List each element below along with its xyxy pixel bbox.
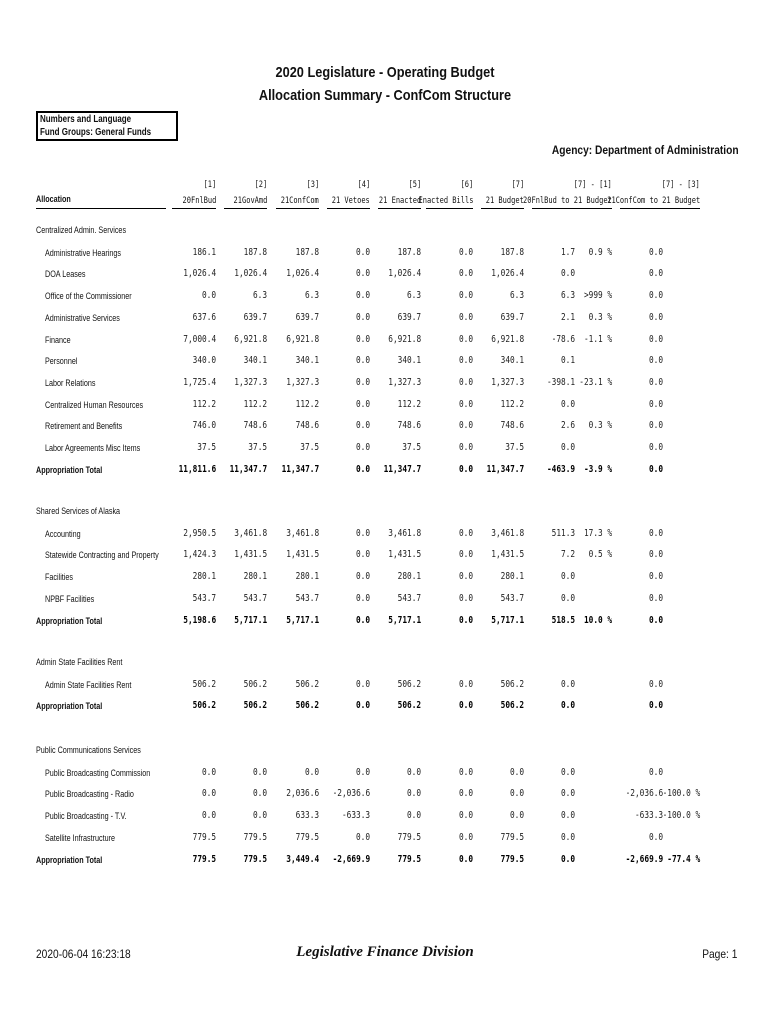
- table-cell: 112.2: [397, 398, 421, 410]
- table-cell: 0.0: [458, 290, 473, 302]
- table-cell: 0.0: [355, 290, 370, 302]
- table-cell: 0.0: [458, 527, 473, 539]
- table-cell: 280.1: [295, 571, 319, 583]
- table-cell: 340.1: [243, 355, 267, 367]
- table-cell: 0.0: [458, 592, 473, 604]
- table-cell: 0.0: [560, 592, 575, 604]
- table-cell: 1,431.5: [491, 549, 524, 561]
- table-cell: 1,327.3: [234, 376, 267, 388]
- table-cell: 779.5: [192, 831, 216, 843]
- table-cell: 0.0: [355, 376, 370, 388]
- section-heading: Public Communications Services: [36, 745, 141, 755]
- agency-label: Agency: Department of Administration: [552, 143, 739, 157]
- table-row-label: Labor Relations: [45, 377, 96, 388]
- table-cell: 0.0: [648, 700, 663, 712]
- table-cell: 6,921.8: [388, 333, 421, 345]
- appropriation-total-label: Appropriation Total: [36, 701, 103, 712]
- table-cell: 0.0: [201, 290, 216, 302]
- table-cell: 0.3 %: [588, 420, 612, 432]
- table-row-label: Accounting: [45, 528, 81, 539]
- table-cell: 0.0: [648, 246, 663, 258]
- table-cell: 7,000.4: [183, 333, 216, 345]
- table-row-label: DOA Leases: [45, 269, 86, 280]
- table-cell: 0.0: [458, 678, 473, 690]
- table-cell: 6.3: [406, 290, 421, 302]
- column-header-index: [4]: [357, 180, 370, 190]
- table-cell: 0.0: [560, 766, 575, 778]
- table-cell: -77.4 %: [667, 853, 700, 865]
- table-row-label: Statewide Contracting and Property: [45, 550, 159, 561]
- table-cell: -100.0 %: [662, 788, 700, 800]
- table-cell: 0.0: [355, 311, 370, 323]
- table-cell: 187.8: [243, 246, 267, 258]
- table-cell: 506.2: [500, 700, 524, 712]
- table-cell: 506.2: [295, 678, 319, 690]
- table-cell: 3,449.4: [286, 853, 319, 865]
- column-header-index: [5]: [408, 180, 421, 190]
- table-row-label: Finance: [45, 334, 71, 345]
- table-row-label: Public Broadcasting - T.V.: [45, 811, 127, 822]
- table-cell: 340.1: [500, 355, 524, 367]
- table-cell: 0.0: [560, 442, 575, 453]
- table-cell: 0.0: [406, 810, 421, 822]
- table-cell: 186.1: [192, 246, 216, 258]
- column-header-rule: [378, 208, 421, 209]
- table-cell: -3.9 %: [583, 463, 612, 475]
- column-header-index: [1]: [203, 180, 216, 190]
- table-cell: 3,461.8: [286, 527, 319, 539]
- table-cell: 0.0: [355, 246, 370, 258]
- table-cell: 0.0: [648, 571, 663, 583]
- table-cell: 0.0: [458, 571, 473, 583]
- table-cell: 0.9 %: [588, 246, 612, 258]
- filter-box: [36, 111, 178, 141]
- table-cell: 6.3: [560, 290, 575, 302]
- table-cell: 0.5 %: [588, 549, 612, 561]
- table-cell: 2,036.6: [286, 788, 319, 800]
- table-cell: 0.0: [648, 463, 663, 475]
- table-row-label: Public Broadcasting - Radio: [45, 789, 134, 800]
- table-cell: 506.2: [243, 678, 267, 690]
- table-cell: 543.7: [192, 592, 216, 604]
- table-cell: 0.0: [560, 831, 575, 843]
- table-cell: 0.0: [355, 592, 370, 604]
- table-cell: 7.2: [560, 549, 575, 561]
- table-cell: 0.0: [201, 788, 216, 800]
- section-heading: Admin State Facilities Rent: [36, 657, 123, 667]
- table-cell: 0.0: [458, 355, 473, 367]
- table-cell: 639.7: [500, 311, 524, 323]
- column-header-label: 21 Vetoes: [331, 196, 370, 206]
- table-cell: -1.1 %: [583, 333, 612, 345]
- table-cell: -23.1 %: [579, 376, 612, 388]
- table-cell: 2.1: [560, 311, 575, 323]
- table-cell: 0.0: [648, 290, 663, 302]
- table-cell: 1,026.4: [491, 268, 524, 280]
- table-cell: 1,327.3: [388, 376, 421, 388]
- table-cell: 506.2: [500, 678, 524, 690]
- table-cell: 779.5: [397, 853, 421, 865]
- table-cell: 0.0: [648, 678, 663, 690]
- table-cell: 0.1: [560, 355, 575, 367]
- table-cell: 37.5: [402, 442, 421, 453]
- table-cell: 506.2: [192, 700, 216, 712]
- table-cell: 0.0: [648, 268, 663, 280]
- table-cell: 0.0: [355, 333, 370, 345]
- table-cell: 1,725.4: [183, 376, 216, 388]
- table-cell: 5,717.1: [491, 614, 524, 626]
- table-cell: 1,431.5: [234, 549, 267, 561]
- column-header-label: 20FnlBud to 21 Budget: [523, 196, 612, 206]
- allocation-header-rule: [36, 208, 166, 209]
- column-header-index: [7] - [1]: [573, 180, 612, 190]
- table-cell: 0.0: [355, 398, 370, 410]
- page-title: 2020 Legislature - Operating Budget: [275, 64, 495, 81]
- appropriation-total-label: Appropriation Total: [36, 615, 103, 626]
- table-cell: 0.0: [355, 527, 370, 539]
- table-cell: 37.5: [300, 442, 319, 453]
- table-cell: 0.0: [252, 788, 267, 800]
- table-cell: 0.0: [509, 766, 524, 778]
- table-cell: 340.1: [397, 355, 421, 367]
- table-cell: 748.6: [295, 420, 319, 432]
- column-header-rule: [426, 208, 473, 209]
- table-cell: 0.0: [355, 355, 370, 367]
- table-cell: 17.3 %: [583, 527, 612, 539]
- table-cell: 0.0: [560, 853, 575, 865]
- footer-timestamp: 2020-06-04 16:23:18: [36, 947, 131, 961]
- table-cell: -2,669.9: [332, 853, 370, 865]
- table-cell: 0.0: [252, 766, 267, 778]
- table-cell: 0.0: [458, 463, 473, 475]
- table-row-label: Administrative Services: [45, 312, 120, 323]
- table-cell: 0.0: [458, 700, 473, 712]
- table-cell: 5,717.1: [388, 614, 421, 626]
- table-cell: 3,461.8: [491, 527, 524, 539]
- appropriation-total-label: Appropriation Total: [36, 464, 103, 475]
- table-cell: 280.1: [397, 571, 421, 583]
- table-cell: -398.1: [546, 376, 575, 388]
- column-header-rule: [620, 208, 700, 209]
- table-cell: 0.0: [355, 700, 370, 712]
- table-cell: 0.0: [252, 810, 267, 822]
- table-cell: 0.0: [648, 355, 663, 367]
- table-cell: >999 %: [583, 290, 612, 302]
- table-cell: 6.3: [304, 290, 319, 302]
- table-cell: 0.0: [458, 333, 473, 345]
- table-cell: 0.0: [201, 810, 216, 822]
- table-cell: 0.0: [560, 571, 575, 583]
- page-subtitle: Allocation Summary - ConfCom Structure: [258, 87, 512, 104]
- table-cell: 0.0: [560, 700, 575, 712]
- table-cell: 2,950.5: [183, 527, 216, 539]
- table-cell: 506.2: [295, 700, 319, 712]
- table-row-label: NPBF Facilities: [45, 593, 95, 604]
- table-row-label: Labor Agreements Misc Items: [45, 443, 141, 453]
- table-cell: 0.0: [458, 766, 473, 778]
- table-cell: 6,921.8: [491, 333, 524, 345]
- table-cell: 1,026.4: [234, 268, 267, 280]
- table-cell: 0.0: [458, 614, 473, 626]
- table-cell: 1,424.3: [183, 549, 216, 561]
- table-cell: 0.0: [648, 333, 663, 345]
- table-cell: -633.3: [341, 810, 370, 822]
- table-cell: 639.7: [397, 311, 421, 323]
- table-cell: 0.0: [355, 678, 370, 690]
- table-cell: 637.6: [192, 311, 216, 323]
- filter-line-2: Fund Groups: General Funds: [40, 127, 152, 138]
- table-cell: 280.1: [500, 571, 524, 583]
- table-cell: -2,036.6: [332, 788, 370, 800]
- table-cell: 6.3: [252, 290, 267, 302]
- table-cell: 37.5: [505, 442, 524, 453]
- table-cell: 0.0: [458, 246, 473, 258]
- table-cell: 0.0: [648, 442, 663, 453]
- footer-organization: Legislative Finance Division: [296, 944, 474, 960]
- table-row-label: Administrative Hearings: [45, 247, 122, 258]
- table-cell: 779.5: [295, 831, 319, 843]
- table-cell: 5,198.6: [183, 614, 216, 626]
- table-cell: 11,347.7: [229, 463, 267, 475]
- table-cell: 280.1: [192, 571, 216, 583]
- table-cell: 6,921.8: [286, 333, 319, 345]
- table-cell: 748.6: [500, 420, 524, 432]
- column-header-index: [6]: [460, 180, 473, 190]
- table-cell: 0.0: [648, 831, 663, 843]
- table-cell: 0.0: [355, 766, 370, 778]
- table-cell: 746.0: [192, 420, 216, 432]
- table-cell: 639.7: [295, 311, 319, 323]
- table-cell: 0.0: [355, 268, 370, 280]
- table-cell: 0.0: [406, 766, 421, 778]
- table-cell: 0.0: [355, 463, 370, 475]
- table-cell: 1,327.3: [286, 376, 319, 388]
- table-cell: 0.0: [648, 592, 663, 604]
- table-cell: 779.5: [397, 831, 421, 843]
- table-cell: 0.0: [304, 766, 319, 778]
- table-cell: 11,811.6: [178, 463, 216, 475]
- table-cell: 0.0: [560, 810, 575, 822]
- table-cell: -2,669.9: [625, 853, 663, 865]
- allocation-header: Allocation: [36, 194, 71, 204]
- table-cell: 0.0: [355, 549, 370, 561]
- table-cell: 779.5: [500, 853, 524, 865]
- table-cell: 0.0: [458, 810, 473, 822]
- table-cell: 112.2: [500, 398, 524, 410]
- table-cell: 11,347.7: [383, 463, 421, 475]
- table-cell: 0.0: [648, 766, 663, 778]
- table-cell: 0.0: [355, 571, 370, 583]
- table-cell: 10.0 %: [583, 614, 612, 626]
- table-cell: 37.5: [197, 442, 216, 453]
- table-cell: 0.0: [458, 268, 473, 280]
- column-header-rule: [532, 208, 612, 209]
- table-cell: 0.0: [458, 549, 473, 561]
- table-cell: 518.5: [551, 614, 575, 626]
- appropriation-total-label: Appropriation Total: [36, 854, 103, 865]
- section-heading: Centralized Admin. Services: [36, 225, 127, 235]
- table-cell: -633.3: [634, 810, 663, 822]
- table-cell: 0.0: [458, 853, 473, 865]
- table-cell: 1,431.5: [388, 549, 421, 561]
- table-cell: 748.6: [397, 420, 421, 432]
- table-cell: 340.0: [192, 355, 216, 367]
- table-cell: 0.0: [648, 376, 663, 388]
- table-cell: 0.0: [648, 614, 663, 626]
- table-cell: 0.0: [355, 831, 370, 843]
- table-cell: -78.6: [551, 333, 575, 345]
- table-cell: 0.0: [355, 614, 370, 626]
- table-cell: 506.2: [397, 678, 421, 690]
- table-cell: 779.5: [243, 831, 267, 843]
- table-row-label: Public Broadcasting Commission: [45, 767, 151, 778]
- table-cell: 1,026.4: [286, 268, 319, 280]
- table-cell: 0.0: [458, 831, 473, 843]
- table-cell: 0.0: [458, 442, 473, 453]
- table-cell: 0.0: [648, 398, 663, 410]
- column-header-label: 21 Enacted: [378, 196, 421, 206]
- table-cell: 0.0: [458, 311, 473, 323]
- table-cell: 0.0: [458, 376, 473, 388]
- table-cell: 2.6: [560, 420, 575, 432]
- table-cell: 0.0: [458, 420, 473, 432]
- table-row-label: Facilities: [45, 572, 74, 583]
- column-header-index: [7]: [511, 180, 524, 190]
- table-cell: 543.7: [500, 592, 524, 604]
- table-cell: 633.3: [295, 810, 319, 822]
- table-cell: 11,347.7: [486, 463, 524, 475]
- table-cell: 112.2: [295, 398, 319, 410]
- table-cell: -463.9: [546, 463, 575, 475]
- table-cell: 506.2: [192, 678, 216, 690]
- table-row-label: Satellite Infrastructure: [45, 832, 116, 843]
- table-cell: 6.3: [509, 290, 524, 302]
- table-cell: 1,327.3: [491, 376, 524, 388]
- column-header-rule: [172, 208, 216, 209]
- table-cell: 0.0: [648, 311, 663, 323]
- table-cell: 0.0: [648, 527, 663, 539]
- table-cell: 779.5: [243, 853, 267, 865]
- table-cell: 506.2: [397, 700, 421, 712]
- table-row-label: Personnel: [45, 356, 78, 367]
- table-cell: 543.7: [295, 592, 319, 604]
- table-cell: 0.0: [458, 398, 473, 410]
- table-cell: 748.6: [243, 420, 267, 432]
- table-cell: 0.0: [560, 398, 575, 410]
- table-cell: 0.0: [648, 420, 663, 432]
- table-cell: 187.8: [397, 246, 421, 258]
- table-cell: 0.0: [509, 788, 524, 800]
- column-header-label: 21 Budget: [485, 196, 524, 206]
- table-cell: 112.2: [192, 398, 216, 410]
- column-header-label: 21ConfCom to 21 Budget: [607, 196, 700, 206]
- filter-line-1: Numbers and Language: [40, 114, 132, 125]
- table-cell: 3,461.8: [388, 527, 421, 539]
- table-cell: 0.0: [560, 268, 575, 280]
- column-header-index: [7] - [3]: [661, 180, 700, 190]
- column-header-index: [2]: [254, 180, 267, 190]
- column-header-index: [3]: [306, 180, 319, 190]
- table-cell: 11,347.7: [281, 463, 319, 475]
- table-cell: 0.0: [648, 549, 663, 561]
- table-cell: 1,026.4: [183, 268, 216, 280]
- column-header-rule: [224, 208, 267, 209]
- column-header-label: 21GovAmd: [233, 196, 267, 206]
- table-cell: -100.0 %: [662, 810, 700, 822]
- table-cell: 1,026.4: [388, 268, 421, 280]
- table-cell: 511.3: [551, 527, 575, 539]
- table-cell: 0.0: [509, 810, 524, 822]
- table-cell: 340.1: [295, 355, 319, 367]
- table-cell: 187.8: [500, 246, 524, 258]
- table-cell: 187.8: [295, 246, 319, 258]
- footer-page-number: Page: 1: [701, 947, 737, 961]
- table-row-label: Admin State Facilities Rent: [45, 679, 132, 690]
- column-header-label: 21ConfCom: [280, 196, 319, 206]
- section-heading: Shared Services of Alaska: [36, 506, 121, 516]
- table-cell: 112.2: [243, 398, 267, 410]
- table-cell: 280.1: [243, 571, 267, 583]
- table-cell: 543.7: [243, 592, 267, 604]
- table-cell: 0.0: [560, 788, 575, 800]
- table-cell: 1.7: [560, 246, 575, 258]
- table-cell: 779.5: [500, 831, 524, 843]
- table-cell: 0.0: [355, 420, 370, 432]
- table-row-label: Office of the Commissioner: [45, 291, 132, 302]
- table-cell: 639.7: [243, 311, 267, 323]
- column-header-rule: [327, 208, 370, 209]
- table-cell: 543.7: [397, 592, 421, 604]
- table-cell: 0.0: [560, 678, 575, 690]
- table-cell: -2,036.6: [625, 788, 663, 800]
- table-cell: 37.5: [248, 442, 267, 453]
- table-cell: 0.0: [406, 788, 421, 800]
- column-header-rule: [276, 208, 319, 209]
- table-cell: 0.0: [201, 766, 216, 778]
- table-cell: 5,717.1: [286, 614, 319, 626]
- table-cell: 5,717.1: [234, 614, 267, 626]
- table-cell: 3,461.8: [234, 527, 267, 539]
- table-cell: 1,431.5: [286, 549, 319, 561]
- table-cell: 0.3 %: [588, 311, 612, 323]
- table-cell: 506.2: [243, 700, 267, 712]
- table-cell: 0.0: [355, 442, 370, 453]
- table-cell: 779.5: [192, 853, 216, 865]
- table-row-label: Centralized Human Resources: [45, 399, 144, 410]
- column-header-rule: [481, 208, 524, 209]
- table-row-label: Retirement and Benefits: [45, 421, 123, 432]
- table-cell: 6,921.8: [234, 333, 267, 345]
- table-cell: 0.0: [458, 788, 473, 800]
- column-header-label: Enacted Bills: [418, 196, 473, 206]
- column-header-label: 20FnlBud: [182, 196, 216, 206]
